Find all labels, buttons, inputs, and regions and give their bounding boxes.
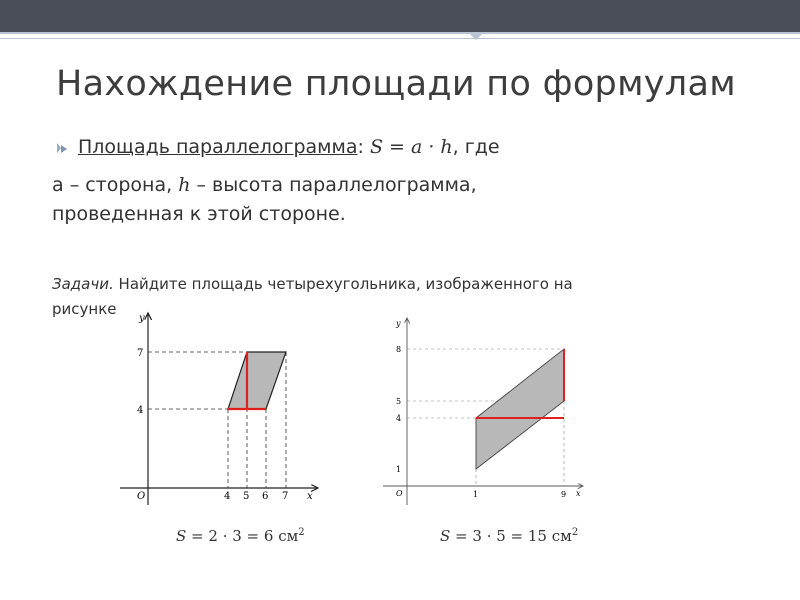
header-bar <box>0 0 800 32</box>
left-formula-lhs: S = <box>176 527 209 545</box>
bullet-icon <box>56 142 68 154</box>
left-formula-sup: 2 <box>298 527 305 538</box>
header-stripe-thin <box>0 38 800 39</box>
y-tick-4: 4 <box>396 414 402 423</box>
right-formula-lhs: S = <box>440 527 473 545</box>
origin-label: O <box>137 491 146 502</box>
y-tick-5: 5 <box>396 397 402 406</box>
x-tick-9: 9 <box>561 490 567 499</box>
x-tick-1: 1 <box>473 490 479 499</box>
y-axis-label: y <box>139 313 145 324</box>
formula-a: a <box>410 136 423 158</box>
right-area-formula <box>440 527 578 545</box>
task-line-1 <box>52 275 573 293</box>
formula-dot: · <box>422 136 441 158</box>
right-formula-sup: 2 <box>571 527 579 538</box>
bullet-formula-line <box>56 136 500 158</box>
formula-tail: , где <box>452 136 500 158</box>
left-area-formula <box>176 527 305 545</box>
def-a: a <box>52 174 64 196</box>
x-tick-6: 6 <box>262 491 269 502</box>
x-axis-label: x <box>307 491 313 502</box>
formula-s: S <box>369 136 383 158</box>
left-formula-expr: 2 · 3 = 6 см <box>208 527 299 545</box>
y-tick-7: 7 <box>137 348 144 359</box>
header-fold-decoration <box>468 32 484 40</box>
formula-eq: = <box>382 136 411 158</box>
def-a-text: – сторона, <box>63 174 179 196</box>
y-axis-label: y <box>396 319 401 328</box>
definition-line-1 <box>52 174 477 196</box>
def-h: h <box>178 174 191 196</box>
def-h-text: – высота параллелограмма, <box>190 174 477 196</box>
y-tick-1: 1 <box>396 465 402 474</box>
parallelogram <box>228 352 286 409</box>
slide-title: Нахождение площади по формулам <box>56 64 736 104</box>
bullet-colon: : <box>357 136 364 158</box>
header-stripe <box>0 32 800 34</box>
left-graph <box>110 305 325 510</box>
right-graph <box>378 310 593 510</box>
task-text: Найдите площадь четырехугольника, изображенного на <box>113 275 573 293</box>
x-tick-4: 4 <box>224 491 231 502</box>
origin-label: O <box>396 489 403 498</box>
y-tick-4: 4 <box>137 405 144 416</box>
right-formula-expr: 3 · 5 = 15 см <box>472 527 572 545</box>
formula-h: h <box>440 136 453 158</box>
x-axis-label: x <box>576 489 581 498</box>
task-line-2: рисунке <box>52 300 117 318</box>
bullet-label: Площадь параллелограмма <box>78 136 358 158</box>
definition-line-2: проведенная к этой стороне. <box>52 203 346 225</box>
parallelogram <box>476 349 564 469</box>
y-tick-8: 8 <box>396 345 402 354</box>
x-tick-5: 5 <box>243 491 250 502</box>
task-label: Задачи. <box>52 275 114 293</box>
x-tick-7: 7 <box>282 491 289 502</box>
